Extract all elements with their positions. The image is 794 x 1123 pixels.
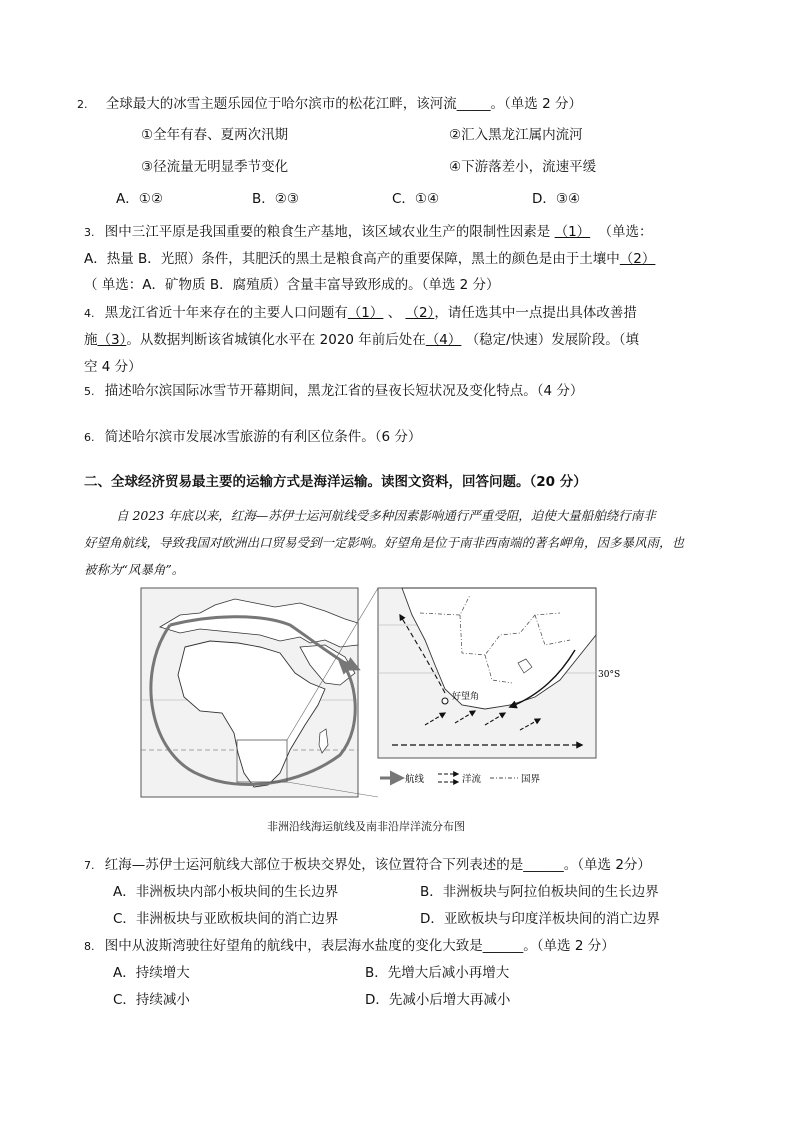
latitude-label: 30°S bbox=[598, 670, 620, 680]
q3-line-2 bbox=[84, 247, 655, 267]
q5-line bbox=[84, 379, 583, 399]
q8-line bbox=[84, 934, 615, 954]
paragraph-line-2: 好望角航线，导致我国对欧洲出口贸易受到一定影响。好望角是位于南非西南端的著名岬角，因多暴风雨，也 bbox=[84, 535, 685, 550]
legend-route-label: 航线 bbox=[405, 774, 425, 785]
q8-stem: 图中从波斯湾驶往好望角的航线中，表层海水盐度的变化大致是______。（单选 2 分） bbox=[104, 938, 615, 954]
q4-line-2 bbox=[84, 328, 639, 348]
q8-choice-a: A．持续增大 bbox=[113, 965, 190, 981]
paragraph-line-1: 自 2023 年底以来，红海—苏伊士运河航线受多种因素影响通行严重受阻，迫使大量船舶绕行南非 bbox=[116, 508, 656, 523]
cape-of-good-hope-label: 好望角 bbox=[452, 692, 480, 702]
q4-number: 4. bbox=[84, 307, 95, 320]
q2-option-3: ③径流量无明显季节变化 bbox=[141, 159, 289, 175]
q8-choice-c: C．持续减小 bbox=[113, 992, 190, 1008]
q4-line-1 bbox=[84, 301, 637, 321]
q3-line-3: （ 单选：A．矿物质 B．腐殖质）含量丰富导致形成的。（单选 2 分） bbox=[84, 277, 500, 293]
q4-text-1b: 、 bbox=[387, 305, 402, 321]
q7-stem: 红海—苏伊士运河航线大部位于板块交界处，该位置符合下列表述的是______。（单选 2分） bbox=[104, 857, 651, 873]
q2-choice-a: A．①② bbox=[116, 191, 163, 207]
q3-blank-1: （1） bbox=[554, 224, 591, 240]
legend-current-label: 洋流 bbox=[462, 774, 482, 785]
q2-choice-c: C．①④ bbox=[392, 191, 440, 207]
q4-blank-4: （4） bbox=[425, 332, 462, 348]
q2-option-2: ②汇入黑龙江属内流河 bbox=[449, 127, 583, 143]
south-africa-panel bbox=[378, 588, 596, 758]
q4-blank-1: （1） bbox=[347, 305, 384, 321]
q2-stem: 全球最大的冰雪主题乐园位于哈尔滨市的松花江畔，该河流 bbox=[105, 96, 457, 112]
q3-line-1 bbox=[84, 220, 652, 240]
q6-text: 简述哈尔滨市发展冰雪旅游的有利区位条件。（6 分） bbox=[104, 429, 422, 445]
q6-line bbox=[84, 425, 421, 445]
q4-text-2c: （稳定/快速）发展阶段。（填 bbox=[465, 332, 639, 348]
paragraph-line-3: 被称为“风暴角”。 bbox=[84, 562, 185, 577]
map-legend bbox=[380, 773, 541, 785]
legend-border-label: 国界 bbox=[521, 774, 541, 785]
q4-blank-2: （2） bbox=[405, 305, 435, 321]
q3-blank-2: （2） bbox=[619, 251, 656, 267]
q7-choice-c: C．非洲板块与亚欧板块间的消亡边界 bbox=[113, 911, 339, 927]
q7-number: 7. bbox=[84, 859, 95, 872]
q7-choice-b: B．非洲板块与阿拉伯板块间的生长边界 bbox=[420, 884, 659, 900]
q8-number: 8. bbox=[84, 940, 95, 953]
q6-number: 6. bbox=[84, 431, 95, 444]
q2-blank: _____ bbox=[456, 96, 491, 112]
map-caption: 非洲沿线海运航线及南非沿岸洋流分布图 bbox=[267, 820, 465, 833]
q4-text-2b: 。从数据判断该省城镇化水平在 2020 年前后处在 bbox=[126, 332, 426, 348]
q7-choice-d: D．亚欧板块与印度洋板块间的消亡边界 bbox=[420, 911, 660, 927]
q3-text-1: 图中三江平原是我国重要的粮食生产基地，该区域农业生产的限制性因素是 bbox=[104, 224, 551, 240]
q4-text-1c: ，请任选其中一点提出具体改善措 bbox=[434, 305, 637, 321]
q2-choice-b: B．②③ bbox=[252, 191, 299, 207]
q2-suffix: 。（单选 2 分） bbox=[490, 96, 582, 112]
q3-text-1b: （单选： bbox=[598, 224, 653, 240]
q8-choice-b: B．先增大后减小再增大 bbox=[365, 965, 510, 981]
world-map-panel bbox=[141, 588, 378, 797]
q4-text-1: 黑龙江省近十年来存在的主要人口问题有 bbox=[104, 305, 348, 321]
shipping-route-map bbox=[140, 585, 620, 800]
q5-number: 5. bbox=[84, 385, 95, 398]
q8-choice-d: D．先减小后增大再减小 bbox=[365, 992, 511, 1008]
q2-option-4: ④下游落差小，流速平缓 bbox=[449, 159, 597, 175]
q7-line bbox=[84, 853, 651, 873]
q3-text-2: A．热量 B．光照）条件，其肥沃的黑土是粮食高产的重要保障，黑土的颜色是由于土壤中 bbox=[84, 251, 620, 267]
q2-line bbox=[77, 92, 582, 112]
q4-text-2: 施 bbox=[84, 332, 98, 348]
q2-number: 2. bbox=[77, 98, 88, 111]
section-2-title: 二、全球经济贸易最主要的运输方式是海洋运输。读图文资料，回答问题。（20 分） bbox=[84, 474, 587, 490]
q4-blank-3: （3） bbox=[97, 332, 127, 348]
q3-number: 3. bbox=[84, 226, 95, 239]
q2-choice-d: D．③④ bbox=[532, 191, 581, 207]
q2-option-1: ①全年有春、夏两次汛期 bbox=[141, 127, 289, 143]
q5-text: 描述哈尔滨国际冰雪节开幕期间，黑龙江省的昼夜长短状况及变化特点。（4 分） bbox=[104, 383, 584, 399]
q4-line-3: 空 4 分） bbox=[84, 359, 142, 375]
q7-choice-a: A．非洲板块内部小板块间的生长边界 bbox=[113, 884, 339, 900]
